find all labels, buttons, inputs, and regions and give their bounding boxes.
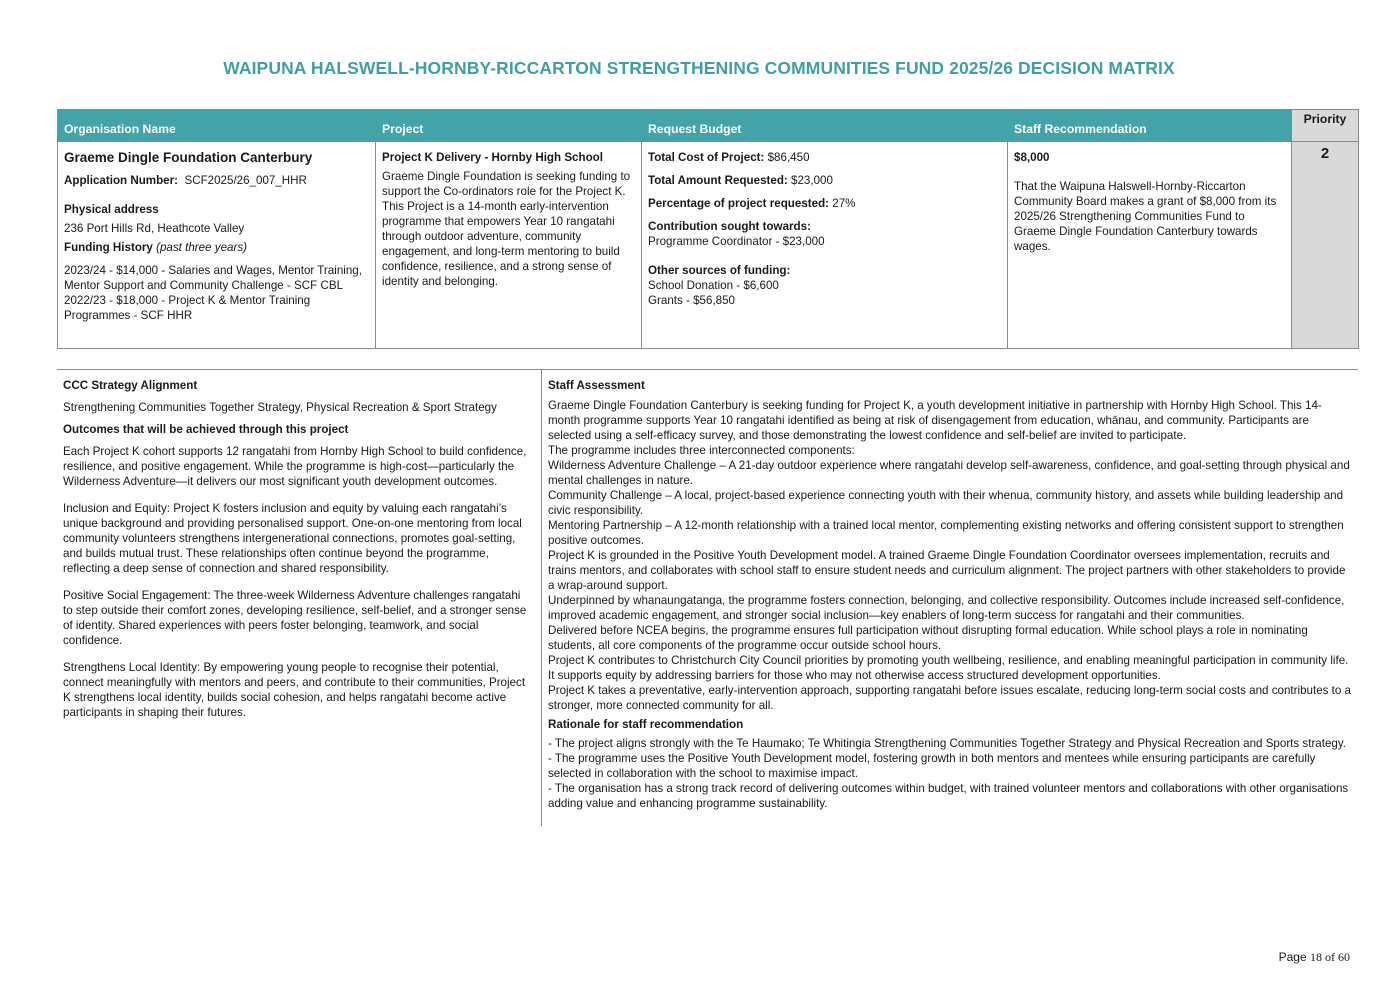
column-divider: [541, 370, 542, 826]
application-number-value: SCF2025/26_007_HHR: [184, 174, 307, 187]
total-requested-label: Total Amount Requested:: [648, 174, 788, 187]
assessment-paragraph: Project K contributes to Christchurch City Council priorities by promoting youth wellbeing, resilience, and enabling meaningful participation in community life. It supports equity by addressing barriers for those who may not otherwise access structured development opportunities.: [548, 654, 1349, 682]
funding-history-item: 2023/24 - $14,000 - Salaries and Wages, Mentor Training, Mentor Support and Community Challenge - SCF CBL: [64, 264, 362, 292]
funding-history-label: Funding History: [64, 241, 153, 254]
priority-value: 2: [1292, 142, 1359, 349]
other-funding-label: Other sources of funding:: [648, 264, 791, 277]
percentage-label: Percentage of project requested:: [648, 197, 830, 210]
rationale-item: - The project aligns strongly with the Te Haumako; Te Whitingia Strengthening Communities Together Strategy and Physical Recreation and Sports strategy.: [548, 737, 1347, 750]
rationale-item: - The organisation has a strong track record of delivering outcomes within budget, with trained volunteer mentors and collaborations with other organisations adding value and enhancing programme sustainability.: [548, 782, 1349, 810]
total-cost: [648, 150, 1001, 165]
assessment-paragraph: The programme includes three interconnected components:: [548, 444, 855, 457]
application-number-label: Application Number:: [64, 174, 179, 187]
recommendation-text: That the Waipuna Halswell-Hornby-Riccarton Community Board makes a grant of $8,000 from its 2025/26 Strengthening Communities Fund to Graeme Dingle Foundation Canterbury towards wages.: [1014, 180, 1277, 253]
rationale-heading: Rationale for staff recommendation: [548, 718, 744, 731]
assessment-paragraph: Community Challenge – A local, project-based experience connecting youth with their whenua, community history, and assets while building leadership and civic responsibility.: [548, 489, 1344, 517]
decision-matrix-table: [57, 109, 1359, 349]
page-label: Page: [1278, 950, 1307, 964]
header-staff-recommendation: Staff Recommendation: [1008, 110, 1292, 142]
percentage-value: 27%: [832, 197, 856, 210]
header-priority: Priority: [1292, 110, 1359, 142]
contribution-value: Programme Coordinator - $23,000: [648, 235, 825, 248]
header-project: Project: [376, 110, 642, 142]
physical-address-value: 236 Port Hills Rd, Heathcote Valley: [64, 222, 245, 235]
document-title: WAIPUNA HALSWELL-HORNBY-RICCARTON STRENGTHENING COMMUNITIES FUND 2025/26 DECISION MATRIX: [223, 58, 1175, 78]
page-count: 18 of 60: [1310, 950, 1350, 964]
total-cost-label: Total Cost of Project:: [648, 151, 765, 164]
total-requested-value: $23,000: [791, 174, 833, 187]
assessment-paragraph: Underpinned by whanaungatanga, the programme fosters connection, belonging, and collective responsibility. Outcomes include increased self-confidence, improved academic engagement, and stronger social inclusion—key enablers of long-term success for rangatahi and their communities.: [548, 594, 1345, 622]
physical-address-label: Physical address: [64, 203, 159, 216]
table-row: [58, 142, 1359, 349]
outcome-paragraph: Strengthens Local Identity: By empowering young people to recognise their potential, connect meaningfully with mentors and peers, and contribute to their communities, Project K strengthens local identity, builds social cohesion, and helps rangatahi become active participants in shaping their futures.: [63, 661, 526, 719]
funding-history-heading: [64, 240, 369, 255]
assessment-paragraph: Graeme Dingle Foundation Canterbury is seeking funding for Project K, a youth development initiative in partnership with Hornby High School. This 14-month programme supports Year 10 rangatahi identified as being at risk of disengagement from education, whānau, and community. Participants are selected using a self-efficacy survey, and those demonstrating the lowest confidence and self-belief are invited to participate.: [548, 399, 1322, 442]
rationale-item: - The programme uses the Positive Youth Development model, fostering growth in both mentors and mentees while ensuring participants are carefully selected in collaboration with the school to maximise impact.: [548, 752, 1316, 780]
project-description: Graeme Dingle Foundation is seeking funding to support the Co-ordinators role for the Project K. This Project is a 14-month early-intervention programme that empowers Year 10 rangatahi through outdoor adventure, community engagement, and long-term mentoring to build confidence, resilience, and a strong sense of identity and belonging.: [382, 170, 631, 288]
outcome-paragraph: Each Project K cohort supports 12 rangatahi from Hornby High School to build confidence, resilience, and positive engagement. While the programme is high-cost—particularly the Wilderness Adventure—it delivers our most significant youth development outcomes.: [63, 445, 527, 488]
strategy-list: Strengthening Communities Together Strategy, Physical Recreation & Sport Strategy: [63, 401, 497, 414]
strategy-alignment-heading: CCC Strategy Alignment: [63, 379, 198, 392]
staff-assessment-heading: Staff Assessment: [548, 379, 645, 392]
funding-history-item: 2022/23 - $18,000 - Project K & Mentor Training Programmes - SCF HHR: [64, 294, 311, 322]
header-request-budget: Request Budget: [642, 110, 1008, 142]
project-cell: [376, 142, 642, 349]
total-requested: [648, 173, 1001, 188]
project-title: Project K Delivery - Hornby High School: [382, 151, 603, 164]
page-number: [1279, 950, 1350, 965]
assessment-paragraph: Project K takes a preventative, early-intervention approach, supporting rangatahi before issues escalate, reducing long-term social costs and contributes to a stronger, more connected community for all.: [548, 684, 1351, 712]
outcome-paragraph: Inclusion and Equity: Project K fosters inclusion and equity by valuing each rangatahi’s unique background and providing personalised support. One-on-one mentoring from local community volunteers strengthens intergenerational connections, promotes goal-setting, and builds mutual trust. These relationships often continue beyond the programme, reflecting a deep sense of connection and shared responsibility.: [63, 502, 522, 575]
other-funding-item: Grants - $56,850: [648, 294, 736, 307]
organisation-name: Graeme Dingle Foundation Canterbury: [64, 150, 313, 165]
budget-cell: [642, 142, 1008, 349]
assessment-paragraph: Mentoring Partnership – A 12-month relationship with a trained local mentor, complementing existing networks and offering consistent support to strengthen positive outcomes.: [548, 519, 1344, 547]
outcomes-heading: Outcomes that will be achieved through this project: [63, 423, 349, 436]
strategy-alignment-column: [63, 378, 533, 720]
header-organisation-name: Organisation Name: [58, 110, 376, 142]
other-funding-item: School Donation - $6,600: [648, 279, 779, 292]
assessment-paragraph: Delivered before NCEA begins, the programme ensures full participation without disrupting formal education. While school plays a role in nominating students, all core components of the programme occur outside school hours.: [548, 624, 1308, 652]
table-header-row: [58, 110, 1359, 142]
organisation-cell: [58, 142, 376, 349]
assessment-section: [57, 369, 1358, 826]
assessment-paragraph: Project K is grounded in the Positive Youth Development model. A trained Graeme Dingle Foundation Coordinator oversees implementation, recruits and trains mentors, and collaborates with school staff to ensure student needs and curriculum alignment. The project partners with other stakeholders to provide a wrap-around support.: [548, 549, 1346, 592]
contribution-label: Contribution sought towards:: [648, 220, 811, 233]
staff-assessment-column: [548, 378, 1352, 811]
assessment-paragraph: Wilderness Adventure Challenge – A 21-day outdoor experience where rangatahi develop self-awareness, confidence, and goal-setting through physical and mental challenges in nature.: [548, 459, 1350, 487]
application-number: [64, 173, 369, 188]
outcome-paragraph: Positive Social Engagement: The three-week Wilderness Adventure challenges rangatahi to step outside their comfort zones, developing resilience, self-belief, and a stronger sense of identity. Shared experiences with peers foster belonging, teamwork, and social confidence.: [63, 589, 527, 647]
recommendation-cell: [1008, 142, 1292, 349]
percentage-requested: [648, 196, 1001, 211]
funding-history-note: (past three years): [156, 241, 247, 254]
total-cost-value: $86,450: [767, 151, 810, 164]
recommendation-amount: $8,000: [1014, 151, 1050, 164]
